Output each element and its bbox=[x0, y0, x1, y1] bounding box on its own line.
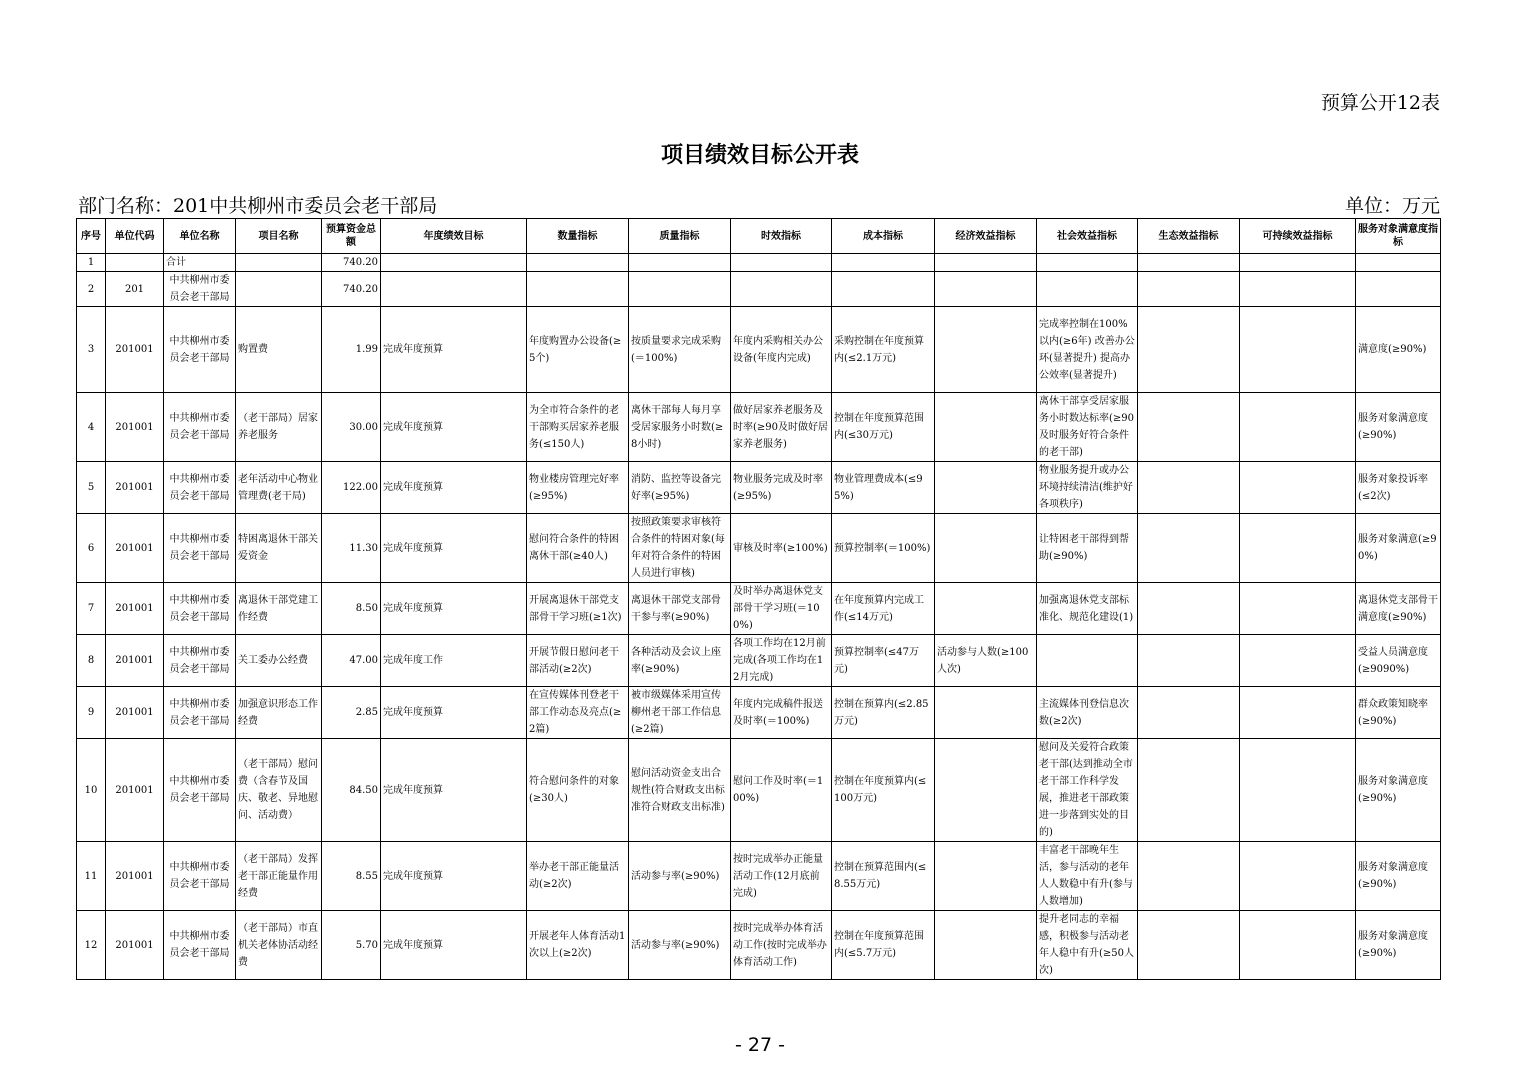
table-cell: 加强离退休党支部标准化、规范化建设(1) bbox=[1037, 583, 1138, 635]
table-cell: 中共柳州市委员会老干部局 bbox=[164, 687, 236, 739]
performance-table bbox=[76, 218, 1441, 980]
table-cell: 及时举办离退休党支部骨干学习班(＝100%) bbox=[731, 583, 832, 635]
table-cell bbox=[935, 842, 1037, 911]
table-cell: 主流媒体刊登信息次数(≥2次) bbox=[1037, 687, 1138, 739]
table-cell: 中共柳州市委员会老干部局 bbox=[164, 842, 236, 911]
header-cell: 序号 bbox=[77, 219, 106, 254]
table-cell: 11 bbox=[77, 842, 106, 911]
table-cell: 控制在年度预算内(≤100万元) bbox=[832, 739, 935, 842]
table-cell: 群众政策知晓率(≥90%) bbox=[1356, 687, 1441, 739]
table-cell bbox=[1138, 254, 1240, 272]
table-row bbox=[77, 842, 1441, 911]
table-cell bbox=[1138, 272, 1240, 307]
table-cell: 购置费 bbox=[236, 307, 322, 393]
table-cell: 9 bbox=[77, 687, 106, 739]
table-cell: 让特困老干部得到帮助(≥90%) bbox=[1037, 514, 1138, 583]
table-cell bbox=[935, 462, 1037, 514]
table-row bbox=[77, 307, 1441, 393]
table-row bbox=[77, 514, 1441, 583]
header-cell: 服务对象满意度指标 bbox=[1356, 219, 1441, 254]
header-row bbox=[77, 219, 1441, 254]
table-cell bbox=[1240, 393, 1356, 462]
table-cell: 服务对象满意度(≥90%) bbox=[1356, 393, 1441, 462]
table-cell: 完成年度预算 bbox=[381, 393, 527, 462]
table-cell: 完成年度预算 bbox=[381, 514, 527, 583]
table-cell bbox=[935, 739, 1037, 842]
table-cell: 201001 bbox=[106, 739, 164, 842]
table-cell: 加强意识形态工作经费 bbox=[236, 687, 322, 739]
table-cell: 12 bbox=[77, 911, 106, 980]
header-cell: 预算资金总额 bbox=[322, 219, 381, 254]
table-cell: 举办老干部正能量活动(≥2次) bbox=[527, 842, 629, 911]
table-cell: 完成年度预算 bbox=[381, 842, 527, 911]
table-cell: 服务对象满意度(≥90%) bbox=[1356, 911, 1441, 980]
table-cell: 4 bbox=[77, 393, 106, 462]
table-cell: 中共柳州市委员会老干部局 bbox=[164, 514, 236, 583]
header-cell: 单位名称 bbox=[164, 219, 236, 254]
table-cell: 各种活动及会议上座率(≥90%) bbox=[629, 635, 731, 687]
table-cell: 物业管理费成本(≤95%) bbox=[832, 462, 935, 514]
table-cell bbox=[935, 272, 1037, 307]
table-cell: 完成年度预算 bbox=[381, 911, 527, 980]
table-cell bbox=[1240, 272, 1356, 307]
table-cell bbox=[1240, 514, 1356, 583]
table-cell bbox=[935, 514, 1037, 583]
table-cell: 201001 bbox=[106, 307, 164, 393]
table-cell: （老干部局）慰问费（含春节及国庆、敬老、异地慰问、活动费） bbox=[236, 739, 322, 842]
table-cell: 5 bbox=[77, 462, 106, 514]
table-cell: 开展节假日慰问老干部活动(≥2次) bbox=[527, 635, 629, 687]
header-cell: 质量指标 bbox=[629, 219, 731, 254]
table-cell: 7 bbox=[77, 583, 106, 635]
table-cell: 201001 bbox=[106, 635, 164, 687]
page-title: 项目绩效目标公开表 bbox=[660, 143, 859, 168]
table-cell bbox=[1138, 514, 1240, 583]
table-cell bbox=[935, 687, 1037, 739]
table-cell: 离休干部享受居家服务小时数达标率(≥90及时服务好符合条件的老干部) bbox=[1037, 393, 1138, 462]
table-cell: 8.55 bbox=[322, 842, 381, 911]
table-row bbox=[77, 254, 1441, 272]
table-cell bbox=[935, 307, 1037, 393]
table-cell: 年度内采购相关办公设备(年度内完成) bbox=[731, 307, 832, 393]
table-cell bbox=[1138, 583, 1240, 635]
table-cell bbox=[935, 254, 1037, 272]
table-cell: 在宣传媒体刊登老干部工作动态及亮点(≥2篇) bbox=[527, 687, 629, 739]
table-cell: 做好居家养老服务及时率(≥90及时做好居家养老服务) bbox=[731, 393, 832, 462]
table-cell bbox=[527, 254, 629, 272]
table-cell bbox=[1240, 462, 1356, 514]
table-cell: 提升老同志的幸福感，积极参与活动老年人稳中有升(≥50人次) bbox=[1037, 911, 1138, 980]
table-cell: 84.50 bbox=[322, 739, 381, 842]
table-cell bbox=[1240, 911, 1356, 980]
table-cell bbox=[731, 254, 832, 272]
table-cell: 活动参与率(≥90%) bbox=[629, 911, 731, 980]
table-cell: 服务对象满意度(≥90%) bbox=[1356, 739, 1441, 842]
table-cell: 201 bbox=[106, 272, 164, 307]
table-cell: 201001 bbox=[106, 514, 164, 583]
table-cell: 年度购置办公设备(≥5个) bbox=[527, 307, 629, 393]
table-cell: 中共柳州市委员会老干部局 bbox=[164, 635, 236, 687]
table-cell bbox=[1240, 254, 1356, 272]
table-cell: 完成率控制在100%以内(≥6年) 改善办公环(显著提升) 提高办公效率(显著提升) bbox=[1037, 307, 1138, 393]
table-cell: 2.85 bbox=[322, 687, 381, 739]
table-cell: 物业服务提升或办公环境持续清洁(维护好各项秩序) bbox=[1037, 462, 1138, 514]
header-cell: 数量指标 bbox=[527, 219, 629, 254]
table-cell: 被市级媒体采用宣传柳州老干部工作信息(≥2篇) bbox=[629, 687, 731, 739]
table-cell: 5.70 bbox=[322, 911, 381, 980]
header-cell: 时效指标 bbox=[731, 219, 832, 254]
table-cell: 740.20 bbox=[322, 272, 381, 307]
table-cell bbox=[1138, 307, 1240, 393]
table-cell: 开展离退休干部党支部骨干学习班(≥1次) bbox=[527, 583, 629, 635]
header-cell: 年度绩效目标 bbox=[381, 219, 527, 254]
table-cell bbox=[527, 272, 629, 307]
table-cell: 采购控制在年度预算内(≤2.1万元) bbox=[832, 307, 935, 393]
table-cell bbox=[935, 393, 1037, 462]
table-row bbox=[77, 272, 1441, 307]
table-cell: 中共柳州市委员会老干部局 bbox=[164, 393, 236, 462]
table-cell: 老年活动中心物业管理费(老干局) bbox=[236, 462, 322, 514]
table-cell bbox=[381, 254, 527, 272]
table-cell: 控制在年度预算范围内(≤30万元) bbox=[832, 393, 935, 462]
table-cell: 为全市符合条件的老干部购买居家养老服务(≤150人) bbox=[527, 393, 629, 462]
header-cell: 成本指标 bbox=[832, 219, 935, 254]
table-cell bbox=[106, 254, 164, 272]
table-cell bbox=[1356, 254, 1441, 272]
table-cell bbox=[381, 272, 527, 307]
table-cell: 201001 bbox=[106, 393, 164, 462]
table-cell bbox=[1037, 635, 1138, 687]
table-cell bbox=[1138, 842, 1240, 911]
table-cell bbox=[1356, 272, 1441, 307]
table-cell bbox=[629, 272, 731, 307]
table-cell: 丰富老干部晚年生活，参与活动的老年人人数稳中有升(参与人数增加) bbox=[1037, 842, 1138, 911]
table-cell: 中共柳州市委员会老干部局 bbox=[164, 739, 236, 842]
table-cell: 受益人员满意度(≥9090%) bbox=[1356, 635, 1441, 687]
table-cell: 服务对象投诉率(≤2次) bbox=[1356, 462, 1441, 514]
table-cell bbox=[1240, 842, 1356, 911]
table-cell: 201001 bbox=[106, 462, 164, 514]
table-cell: 审核及时率(≥100%) bbox=[731, 514, 832, 583]
table-cell: 中共柳州市委员会老干部局 bbox=[164, 462, 236, 514]
table-cell: 离休干部每人每月享受居家服务小时数(≥8小时) bbox=[629, 393, 731, 462]
table-cell: 201001 bbox=[106, 911, 164, 980]
table-cell: 按时完成举办正能量活动工作(12月底前完成) bbox=[731, 842, 832, 911]
header-cell: 生态效益指标 bbox=[1138, 219, 1240, 254]
table-cell: 完成年度预算 bbox=[381, 687, 527, 739]
table-cell: 完成年度预算 bbox=[381, 583, 527, 635]
table-cell: 1 bbox=[77, 254, 106, 272]
table-cell: 6 bbox=[77, 514, 106, 583]
table-cell: 8.50 bbox=[322, 583, 381, 635]
table-cell: 关工委办公经费 bbox=[236, 635, 322, 687]
table-cell: 开展老年人体育活动1次以上(≥2次) bbox=[527, 911, 629, 980]
table-cell bbox=[1138, 393, 1240, 462]
table-cell bbox=[1240, 583, 1356, 635]
table-cell: 满意度(≥90%) bbox=[1356, 307, 1441, 393]
table-cell: 特困离退休干部关爱资金 bbox=[236, 514, 322, 583]
header-cell: 经济效益指标 bbox=[935, 219, 1037, 254]
department-label: 部门名称：201中共柳州市委员会老干部局 bbox=[78, 195, 438, 217]
table-cell: 控制在预算内(≤2.85万元) bbox=[832, 687, 935, 739]
table-cell bbox=[1138, 462, 1240, 514]
table-cell: 中共柳州市委员会老干部局 bbox=[164, 272, 236, 307]
table-cell: 离退休干部党建工作经费 bbox=[236, 583, 322, 635]
table-cell: 消防、监控等设备完好率(≥95%) bbox=[629, 462, 731, 514]
table-cell: 122.00 bbox=[322, 462, 381, 514]
table-cell: 完成年度预算 bbox=[381, 739, 527, 842]
table-cell: 各项工作均在12月前完成(各项工作均在12月完成) bbox=[731, 635, 832, 687]
table-cell: 3 bbox=[77, 307, 106, 393]
table-cell bbox=[935, 583, 1037, 635]
table-cell: 完成年度预算 bbox=[381, 462, 527, 514]
table-cell bbox=[1240, 635, 1356, 687]
table-cell: 在年度预算内完成工作(≤14万元) bbox=[832, 583, 935, 635]
page-number: - 27 - bbox=[735, 1034, 785, 1056]
table-cell: 年度内完成稿件报送及时率(＝100%) bbox=[731, 687, 832, 739]
table-row bbox=[77, 739, 1441, 842]
table-cell bbox=[236, 254, 322, 272]
table-cell: 完成年度预算 bbox=[381, 307, 527, 393]
table-cell: 10 bbox=[77, 739, 106, 842]
header-cell: 单位代码 bbox=[106, 219, 164, 254]
unit-label: 单位：万元 bbox=[1344, 195, 1440, 217]
table-cell bbox=[236, 272, 322, 307]
table-cell: 活动参与人数(≥100人次) bbox=[935, 635, 1037, 687]
table-cell: 离退休党支部骨干满意度(≥90%) bbox=[1356, 583, 1441, 635]
table-cell: 按照政策要求审核符合条件的特困对象(每年对符合条件的特困人员进行审核) bbox=[629, 514, 731, 583]
table-row bbox=[77, 635, 1441, 687]
table-row bbox=[77, 462, 1441, 514]
table-cell: 中共柳州市委员会老干部局 bbox=[164, 583, 236, 635]
table-cell: 201001 bbox=[106, 687, 164, 739]
table-row bbox=[77, 687, 1441, 739]
table-cell: 8 bbox=[77, 635, 106, 687]
table-cell: 按质量要求完成采购(＝100%) bbox=[629, 307, 731, 393]
table-cell: 符合慰问条件的对象(≥30人) bbox=[527, 739, 629, 842]
table-cell: 201001 bbox=[106, 583, 164, 635]
table-cell: （老干部局）市直机关老体协活动经费 bbox=[236, 911, 322, 980]
table-cell: 慰问符合条件的特困离休干部(≥40人) bbox=[527, 514, 629, 583]
table-cell: 慰问及关爱符合政策老干部(达到推动全市老干部工作科学发展，推进老干部政策进一步落到实处的目的) bbox=[1037, 739, 1138, 842]
table-cell: 201001 bbox=[106, 842, 164, 911]
table-cell: 按时完成举办体育活动工作(按时完成举办体育活动工作) bbox=[731, 911, 832, 980]
table-cell: 离退休干部党支部骨干参与率(≥90%) bbox=[629, 583, 731, 635]
table-cell bbox=[629, 254, 731, 272]
table-cell bbox=[1240, 307, 1356, 393]
table-cell: 活动参与率(≥90%) bbox=[629, 842, 731, 911]
table-cell: （老干部局）发挥老干部正能量作用经费 bbox=[236, 842, 322, 911]
table-cell bbox=[1037, 272, 1138, 307]
table-cell: 服务对象满意度(≥90%) bbox=[1356, 842, 1441, 911]
header-cell: 项目名称 bbox=[236, 219, 322, 254]
table-row bbox=[77, 393, 1441, 462]
table-number-label: 预算公开12表 bbox=[1320, 92, 1440, 114]
table-cell: 控制在预算范围内(≤8.55万元) bbox=[832, 842, 935, 911]
table-cell bbox=[1240, 739, 1356, 842]
table-cell bbox=[1138, 687, 1240, 739]
table-cell bbox=[832, 272, 935, 307]
header-cell: 可持续效益指标 bbox=[1240, 219, 1356, 254]
table-cell bbox=[731, 272, 832, 307]
table-cell: 服务对象满意(≥90%) bbox=[1356, 514, 1441, 583]
table-cell bbox=[1240, 687, 1356, 739]
table-cell: （老干部局）居家养老服务 bbox=[236, 393, 322, 462]
table-cell: 11.30 bbox=[322, 514, 381, 583]
table-cell: 中共柳州市委员会老干部局 bbox=[164, 911, 236, 980]
table-cell: 30.00 bbox=[322, 393, 381, 462]
table-cell: 物业服务完成及时率(≥95%) bbox=[731, 462, 832, 514]
table-cell: 慰问活动资金支出合规性(符合财政支出标准符合财政支出标准) bbox=[629, 739, 731, 842]
table-cell: 1.99 bbox=[322, 307, 381, 393]
table-cell bbox=[832, 254, 935, 272]
table-cell: 47.00 bbox=[322, 635, 381, 687]
table-cell bbox=[1037, 254, 1138, 272]
table-cell: 2 bbox=[77, 272, 106, 307]
table-cell: 740.20 bbox=[322, 254, 381, 272]
table-cell bbox=[935, 911, 1037, 980]
table-body bbox=[77, 254, 1441, 980]
table-row bbox=[77, 911, 1441, 980]
table-cell bbox=[1138, 635, 1240, 687]
table-cell: 慰问工作及时率(＝100%) bbox=[731, 739, 832, 842]
table-cell: 预算控制率(≤47万元) bbox=[832, 635, 935, 687]
header-cell: 社会效益指标 bbox=[1037, 219, 1138, 254]
table-cell: 合计 bbox=[164, 254, 236, 272]
table-cell bbox=[1138, 739, 1240, 842]
table-cell: 控制在年度预算范围内(≤5.7万元) bbox=[832, 911, 935, 980]
table-cell: 中共柳州市委员会老干部局 bbox=[164, 307, 236, 393]
table-cell: 物业楼房管理完好率(≥95%) bbox=[527, 462, 629, 514]
table-row bbox=[77, 583, 1441, 635]
table-cell: 完成年度工作 bbox=[381, 635, 527, 687]
table-cell: 预算控制率(＝100%) bbox=[832, 514, 935, 583]
table-cell bbox=[1138, 911, 1240, 980]
